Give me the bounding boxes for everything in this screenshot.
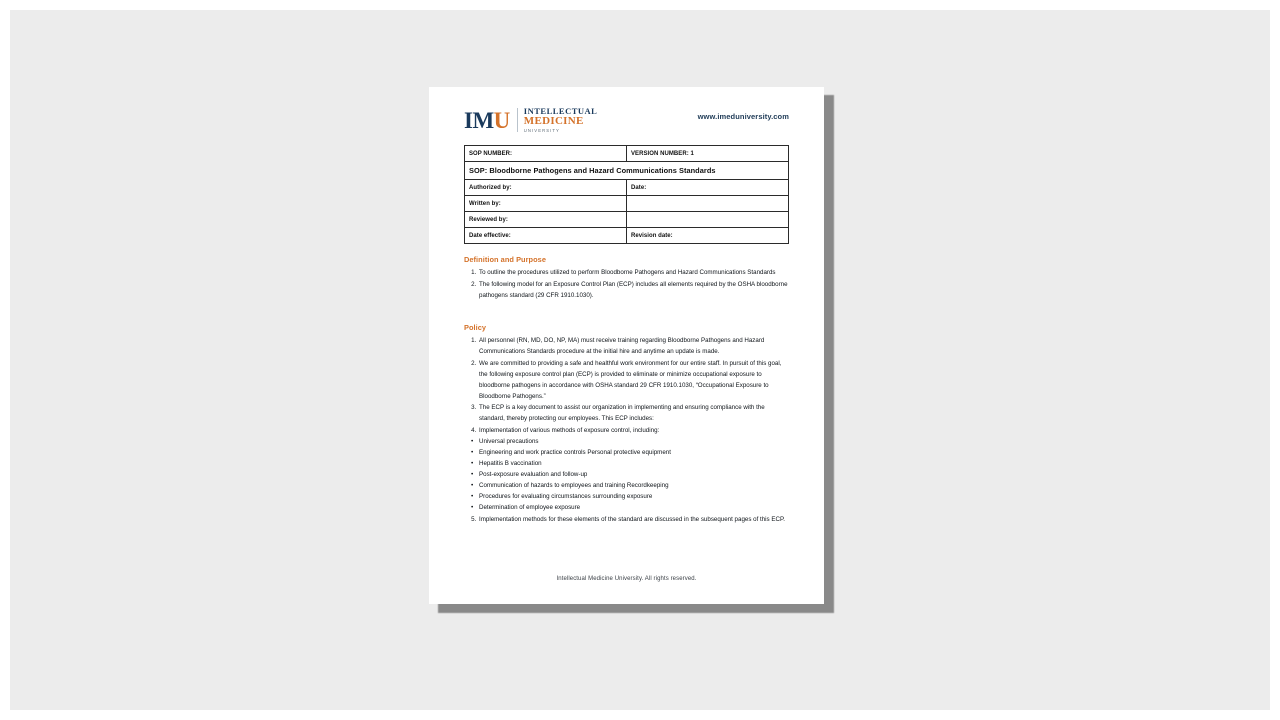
policy-list-continued: [464, 514, 789, 525]
table-row: [465, 162, 789, 180]
logo-word-university: UNIVERSITY: [523, 127, 560, 133]
list-item: • Universal precautions: [478, 436, 789, 447]
list-item: • Engineering and work practice controls Personal protective equipment: [478, 447, 789, 458]
policy-list: [464, 335, 789, 436]
section-title: Policy: [464, 323, 487, 332]
logo-divider: [517, 108, 518, 132]
list-item: • Communication of hazards to employees and training Recordkeeping: [478, 480, 789, 491]
imu-logo: [464, 107, 597, 133]
document-header: [429, 87, 824, 135]
website-url: www.imeduniversity.com: [697, 112, 789, 121]
date-label: Date:: [627, 180, 789, 196]
section-definition-and-purpose: [464, 255, 789, 301]
document-footer: Intellectual Medicine University. All rights reserved.: [556, 576, 697, 582]
version-number-label: VERSION NUMBER: 1: [627, 146, 789, 162]
list-item: 3. The ECP is a key document to assist our organization in implementing and ensuring compliance with the standard, thereby protecting our employees. This ECP includes:: [478, 402, 789, 424]
document-page-content: [429, 87, 824, 604]
list-item: 1. To outline the procedures utilized to perform Bloodborne Pathogens and Hazard Communications Standards: [478, 267, 789, 278]
list-item: • Determination of employee exposure: [478, 502, 789, 513]
list-item: 2. We are committed to providing a safe and healthful work environment for our entire staff. In pursuit of this goal, the following exposure control plan (ECP) is provided to eliminate or minimize occupational exposure to bloodborne pathogens in accordance with OSHA standard 29 CFR 1910.1030, “Occupational Exposure to Bloodborne Pathogens.”: [478, 358, 789, 402]
document-page: [429, 87, 824, 604]
section-title: Definition and Purpose: [464, 255, 546, 264]
list-item: • Procedures for evaluating circumstances surrounding exposure: [478, 491, 789, 502]
written-by-label: Written by:: [465, 196, 627, 212]
sop-metadata-table: [464, 145, 789, 244]
logo-monogram: IMU: [464, 107, 510, 133]
table-row: [465, 196, 789, 212]
logo-word-medicine: MEDICINE: [523, 115, 584, 128]
reviewed-by-label: Reviewed by:: [465, 212, 627, 228]
definition-list: [464, 267, 789, 301]
list-item: 4. Implementation of various methods of exposure control, including:: [478, 425, 789, 436]
table-row: [465, 228, 789, 244]
policy-bullet-list: [464, 436, 789, 513]
list-item: 2. The following model for an Exposure Control Plan (ECP) includes all elements required by the OSHA bloodborne pathogens standard (29 CFR 1910.1030).: [478, 279, 789, 301]
written-by-value: [627, 196, 789, 212]
list-item: 1. All personnel (RN, MD, DO, NP, MA) must receive training regarding Bloodborne Pathogens and Hazard Communications Standards procedure at the initial hire and anytime an update is made.: [478, 335, 789, 357]
date-effective-label: Date effective:: [465, 228, 627, 244]
logo-word-intellectual: INTELLECTUAL: [523, 105, 598, 116]
sop-title-cell: SOP: Bloodborne Pathogens and Hazard Communications Standards: [465, 162, 789, 180]
list-item: 5. Implementation methods for these elements of the standard are discussed in the subsequent pages of this ECP.: [478, 514, 789, 525]
sop-number-label: SOP NUMBER:: [465, 146, 627, 162]
logo-monogram-u: U: [493, 107, 510, 133]
list-item: • Post-exposure evaluation and follow-up: [478, 469, 789, 480]
table-row: [465, 146, 789, 162]
reviewed-by-value: [627, 212, 789, 228]
list-item: • Hepatitis B vaccination: [478, 458, 789, 469]
authorized-by-label: Authorized by:: [465, 180, 627, 196]
logo-wordmark: [524, 107, 598, 133]
revision-date-label: Revision date:: [627, 228, 789, 244]
section-policy: [464, 323, 789, 525]
table-row: [465, 180, 789, 196]
table-row: [465, 212, 789, 228]
